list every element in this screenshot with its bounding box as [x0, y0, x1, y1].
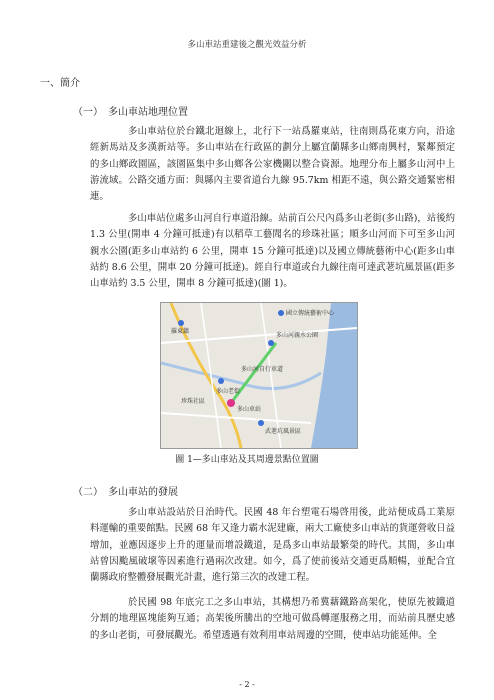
map-marker-icon [218, 378, 224, 384]
page-number: - 2 - [239, 680, 255, 689]
subsection-heading-location: （一） 多山車站地理位置 [73, 107, 188, 118]
map-label-luodong: 羅東鎮 [171, 328, 190, 335]
paragraph-attractions: 多山車站位處多山河自行車道沿線。站前百公尺內爲多山老街(多山路)，站後約 1.3 公里(開車 4 分鐘可抵達)有以稻草工藝聞名的珍珠社區；順多山河而下可至多山河親水公園(距多山車站約 6 公里，開車 15 分鐘可抵達)以及國立傳統藝術中心(距多山車站約 8.6 公里，開車 20 分鐘可抵達)。經自行車道或台九線往南可達武荖坑風景區(距多山車站約 3.5 公里，開車 8 分鐘可抵達)(圖 1)。 [90, 213, 455, 290]
paragraph-history: 多山車站設站於日治時代。民國 48 年台塑電石場啓用後，此站便成爲工業原料運輸的重要館點。民國 68 年又逢力霸水泥建廠，兩大工廠使多山車站的貨運營收日益增加，並應因逐步上升的運量而增設鐵道，是爲多山車站最繁榮的時代。其間，多山車站曾因颱風破壞等因素進行過兩次改建。如今，爲了使前後站交通更爲順暢，並配合宜蘭縣政府整體發展觀光計畫，進行第三次的改建工程。 [90, 507, 455, 584]
map-station-marker-icon [227, 399, 235, 407]
map-marker-icon [178, 320, 184, 326]
map-label-wulaokeng: 武荖坑風景區 [265, 428, 302, 435]
map-marker-icon [268, 340, 274, 346]
page-header: 多山車站重建後之觀光效益分析 [187, 40, 307, 50]
subsection-heading-development: （二） 多山車站的發展 [73, 487, 178, 498]
location-map [161, 303, 357, 448]
figure-caption: 圖 1—多山車站及其周邊景點位置圖 [175, 455, 319, 465]
map-label-pearl-community: 珍珠社區 [181, 398, 206, 405]
paragraph-reconstruction: 於民國 98 年底完工之多山車站，其構想乃希冀藉鐵路高架化，使原先被鐵道分割的地理區塊能夠互通；高架後所騰出的空地可做爲轉運服務之用，而站前具歷史感的多山老街，可發展觀光。希望透過有效利用車站周邊的空間，使車站功能延伸。全 [90, 597, 455, 641]
map-label-water-park: 多山河親水公園 [276, 332, 319, 339]
location-map-figure [160, 302, 358, 449]
map-label-arts-center: 國立傳統藝術中心 [286, 310, 335, 317]
map-marker-icon [278, 310, 284, 316]
paragraph-location: 多山車站位於台鐵北迴線上，北行下一站爲羅東站，往南則爲花東方向，沿途經新馬站及多漢新站等。多山車站在行政區的劃分上屬宜蘭縣多山鄉南興村，緊鄰預定的多山鄉政園區，該園區集中多山鄉各公家機關以整合資源。地理分布上屬多山河中上游流域。公路交通方面：與縣內主要省道台九線 95.7km 相距不遠，與公路交通緊密相連。 [90, 126, 455, 203]
map-marker-icon [258, 420, 264, 426]
map-label-station: 多山車站 [237, 406, 262, 413]
section-heading-intro: 一、簡介 [40, 78, 80, 89]
map-label-old-street: 多山老街 [216, 388, 241, 395]
map-label-bike-route: 多山河自行車道 [241, 366, 284, 373]
